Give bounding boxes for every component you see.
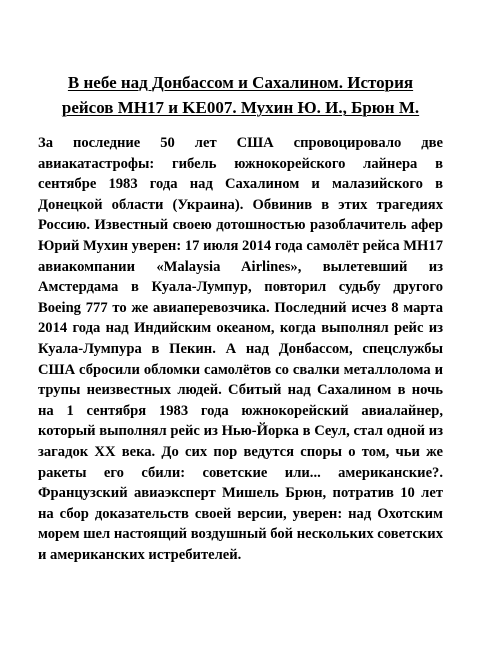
title-line-1: В небе над Донбассом и Сахалином. История — [67, 73, 414, 92]
title-line-2: рейсов МН17 и KE007. Мухин Ю. И., Брюн М. — [61, 98, 420, 117]
document-page — [38, 70, 443, 565]
document-body-paragraph: За последние 50 лет США спровоцировало две авиакатастрофы: гибель южнокорейского лайнера в сентябре 1983 года над Сахалином и малазийского в Донецкой области (Украина). Обвинив в этих трагедиях Россию. Известный своею дотошностью разоблачитель афер Юрий Мухин уверен: 17 июля 2014 года самолёт рейса МН17 авиакомпании «Malaysia Airlines», вылетевший из Амстердама в Куала-Лумпур, повторил судьбу другого Boeing 777 то же авиаперевозчика. Последний исчез 8 марта 2014 года над Индийским океаном, когда выполнял рейс из Куала-Лумпура в Пекин. А над Донбассом, спецслужбы США сбросили обломки самолётов со свалки металлолома и трупы неизвестных людей. Сбитый над Сахалином в ночь на 1 сентября 1983 года южнокорейский авиалайнер, который выполнял рейс из Нью-Йорка в Сеул, стал одной из загадок XX века. До сих пор ведутся споры о том, чьи же ракеты его сбили: советские или... американские?. Французский авиаэксперт Мишель Брюн, потратив 10 лет на сбор доказательств своей версии, уверен: над Охотским морем шел настоящий воздушный бой нескольких советских и американских истребителей. — [38, 135, 443, 563]
document-title — [38, 70, 443, 120]
